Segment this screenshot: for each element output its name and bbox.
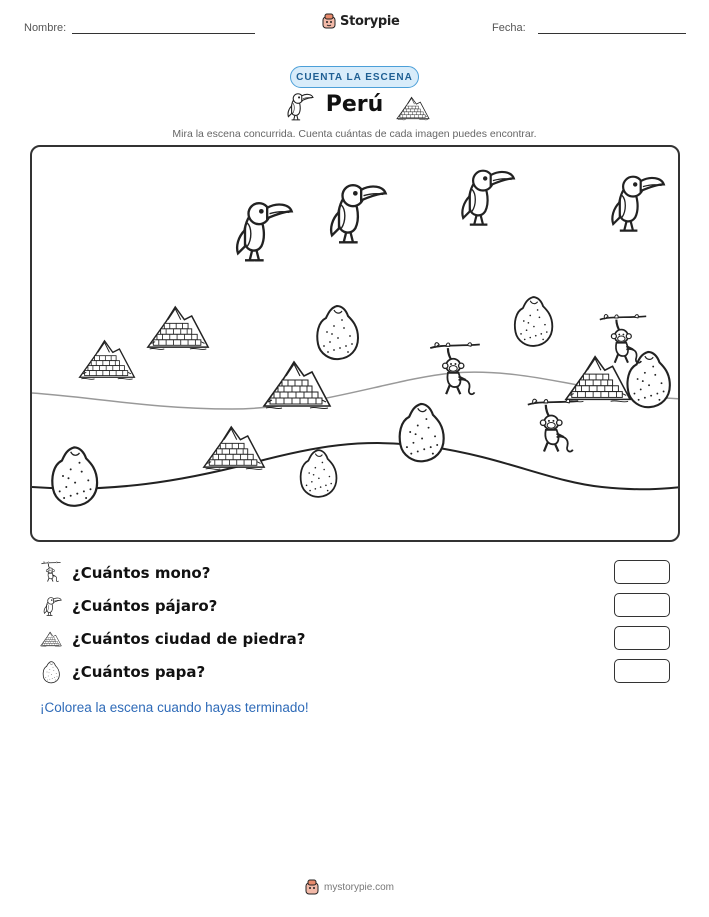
toucan-icon	[40, 595, 62, 617]
footer	[305, 879, 394, 895]
stone-city-icon	[40, 628, 62, 650]
name-field[interactable]	[72, 33, 255, 34]
toucan-icon	[462, 171, 513, 225]
potato-icon	[515, 297, 552, 346]
stone-city-icon	[566, 357, 630, 402]
stone-city-icon	[396, 93, 430, 123]
potato-icon	[400, 404, 444, 461]
toucan-icon	[237, 203, 292, 260]
potato-icon	[52, 447, 97, 505]
question-text: ¿Cuántos pájaro?	[72, 597, 218, 615]
storypie-logo-icon	[305, 879, 319, 895]
monkey-icon	[40, 561, 62, 585]
stone-city-icon	[204, 427, 264, 470]
answer-box-stone-city[interactable]	[614, 626, 670, 650]
answer-box-potato[interactable]	[614, 659, 670, 683]
question-text: ¿Cuántos mono?	[72, 564, 211, 582]
question-row	[40, 626, 670, 652]
potato-icon	[317, 306, 358, 359]
brand-name: Storypie	[340, 13, 400, 29]
counting-scene[interactable]	[30, 145, 680, 542]
page-title: Perú	[325, 92, 384, 117]
question-row	[40, 560, 670, 586]
potato-icon	[41, 660, 61, 684]
date-label: Fecha:	[492, 22, 526, 34]
question-text: ¿Cuántos papa?	[72, 663, 206, 681]
activity-badge-label: CUENTA LA ESCENA	[296, 71, 413, 83]
brand	[322, 13, 400, 29]
answer-box-monkey[interactable]	[614, 560, 670, 584]
footer-site[interactable]: mystorypie.com	[324, 881, 395, 893]
question-text: ¿Cuántos ciudad de piedra?	[72, 630, 306, 648]
front-hill-line	[32, 443, 680, 489]
question-row	[40, 659, 670, 685]
date-field[interactable]	[538, 33, 686, 34]
monkey-icon	[600, 315, 646, 363]
instructions: Mira la escena concurrida. Cuenta cuántas de cada imagen puedes encontrar.	[172, 128, 537, 140]
monkey-icon	[528, 399, 578, 451]
stone-city-icon	[80, 341, 135, 380]
answer-box-bird[interactable]	[614, 593, 670, 617]
stone-city-icon	[264, 362, 330, 409]
activity-badge	[290, 66, 419, 88]
stone-city-icon	[148, 307, 208, 350]
color-instruction: ¡Colorea la escena cuando hayas terminado!	[40, 700, 309, 715]
toucan-icon	[612, 177, 663, 231]
potato-icon	[301, 450, 337, 497]
toucan-icon	[331, 185, 386, 242]
monkey-icon	[430, 343, 480, 395]
name-label: Nombre:	[24, 22, 67, 34]
potato-icon	[627, 352, 669, 407]
question-row	[40, 593, 670, 619]
storypie-logo-icon	[322, 13, 336, 29]
